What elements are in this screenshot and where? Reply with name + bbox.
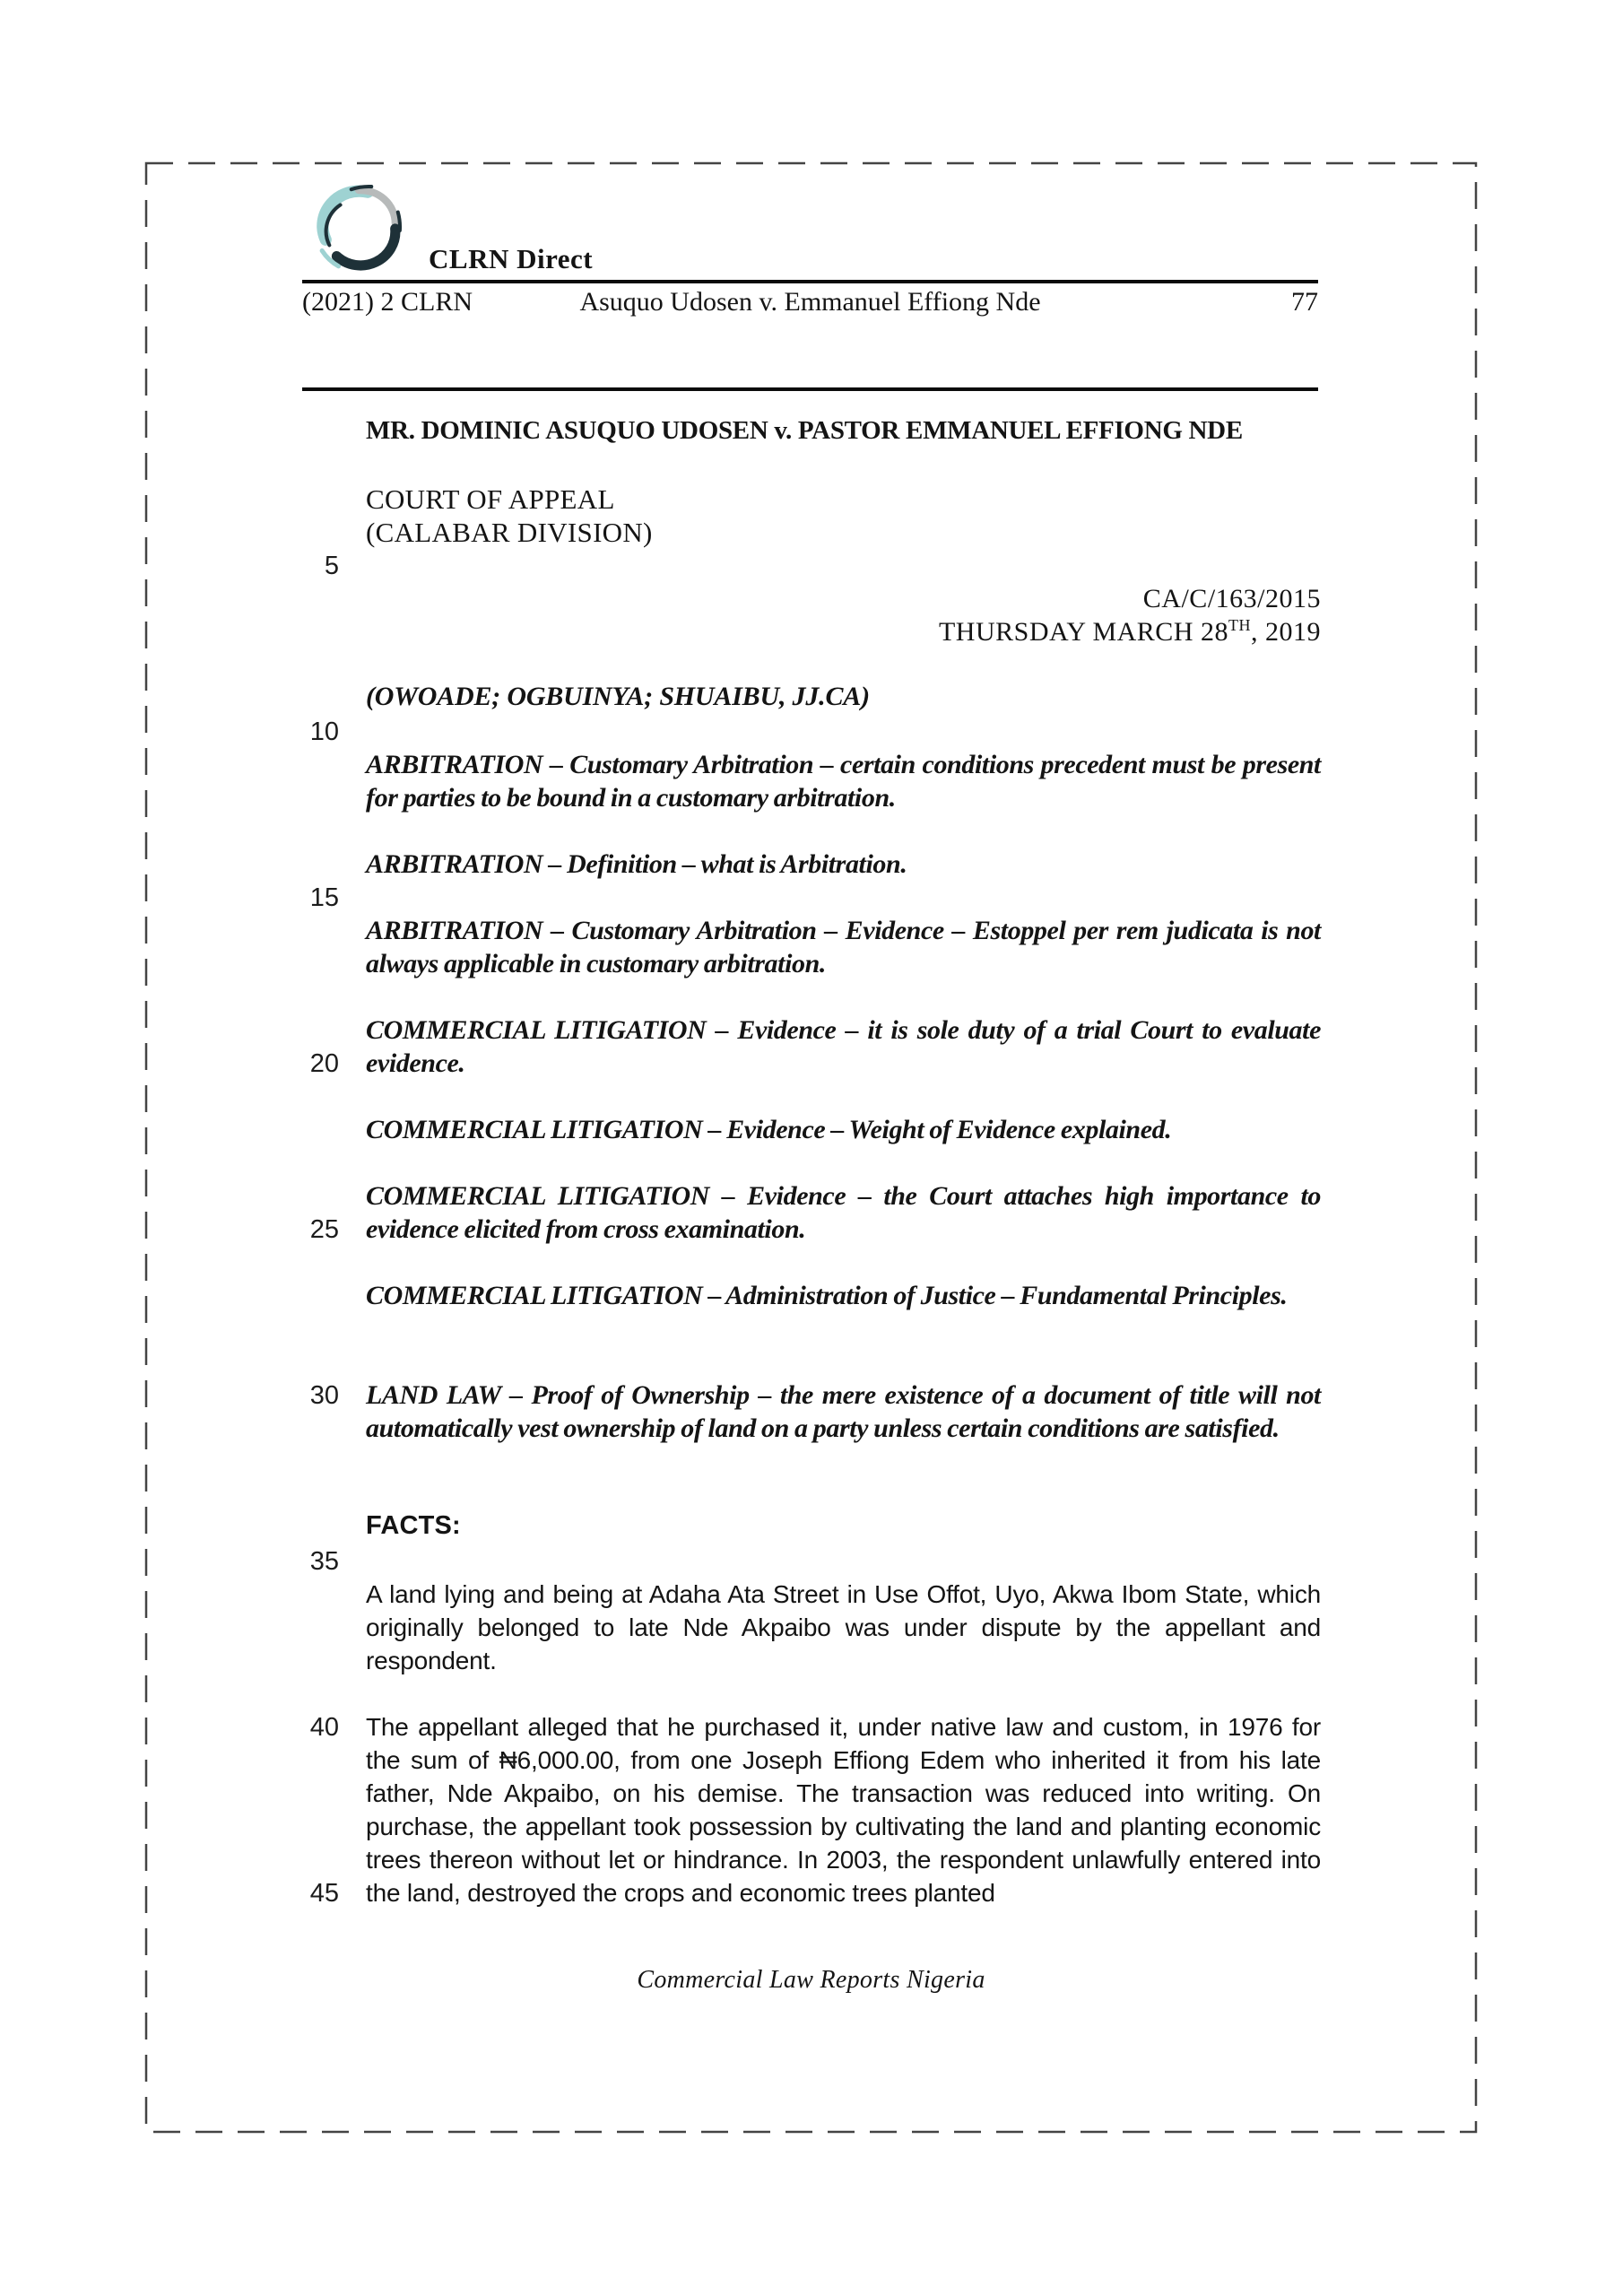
page-footer: Commercial Law Reports Nigeria xyxy=(637,1966,985,1994)
case-title: MR. DOMINIC ASUQUO UDOSEN v. PASTOR EMMANUEL EFFIONG NDE xyxy=(366,416,1243,445)
headnote: COMMERCIAL LITIGATION – Evidence – the Court attaches high importance to evidence elicited from cross examination. xyxy=(366,1181,1321,1244)
headnote: ARBITRATION – Definition – what is Arbitration. xyxy=(366,849,907,879)
judges-panel: (OWOADE; OGBUINYA; SHUAIBU, JJ.CA) xyxy=(366,682,870,711)
header-case-name: Asuquo Udosen v. Emmanuel Effiong Nde xyxy=(579,287,1041,317)
margin-line-number: 15 xyxy=(309,883,339,912)
facts-heading: FACTS: xyxy=(366,1511,461,1540)
margin-line-number: 30 xyxy=(309,1381,339,1410)
facts-paragraph: A land lying and being at Adaha Ata Street in Use Offot, Uyo, Akwa Ibom State, which originally belonged to late Nde Akpaibo was under dispute by the appellant and respondent. xyxy=(366,1580,1321,1674)
facts-paragraph: The appellant alleged that he purchased it, under native law and custom, in 1976 for the sum of ₦6,000.00, from one Joseph Effiong Edem who inherited it from his late father, Nde Akpaibo, on his demise. The transaction was reduced into writing. On purchase, the appellant took possession by cultivating the land and planting economic trees thereon without let or hindrance. In 2003, the respondent unlawfully entered into the land, destroyed the crops and economic trees planted xyxy=(366,1713,1321,1907)
headnote: LAND LAW – Proof of Ownership – the mere existence of a document of title will not automatically vest ownership of land on a party unless certain conditions are satisfied. xyxy=(366,1380,1321,1443)
case-number: CA/C/163/2015 xyxy=(1142,584,1321,613)
brand-title: CLRN Direct xyxy=(429,243,594,274)
headnote: ARBITRATION – Customary Arbitration – certain conditions precedent must be present for parties to be bound in a customary arbitration. xyxy=(366,750,1321,813)
headnote: COMMERCIAL LITIGATION – Evidence – it is sole duty of a trial Court to evaluate evidence. xyxy=(366,1015,1321,1078)
date-ordinal-superscript: TH xyxy=(1228,616,1251,634)
headnote: ARBITRATION – Customary Arbitration – Evidence – Estoppel per rem judicata is not always applicable in customary arbitration. xyxy=(366,916,1321,978)
header-page-number: 77 xyxy=(1291,287,1318,317)
margin-line-number: 20 xyxy=(309,1049,339,1078)
clrn-logo-icon xyxy=(310,183,412,274)
margin-line-number: 45 xyxy=(309,1879,339,1908)
margin-line-number: 10 xyxy=(309,718,339,746)
headnote: COMMERCIAL LITIGATION – Administration of Justice – Fundamental Principles. xyxy=(366,1281,1288,1310)
court-division: (CALABAR DIVISION) xyxy=(366,517,653,548)
title-rule xyxy=(302,387,1318,391)
header-citation: (2021) 2 CLRN xyxy=(302,287,473,317)
court-name: COURT OF APPEAL xyxy=(366,483,615,515)
margin-line-number: 25 xyxy=(309,1215,339,1244)
margin-line-number: 35 xyxy=(309,1547,339,1576)
court-block xyxy=(366,483,653,549)
margin-line-number: 5 xyxy=(324,552,339,580)
margin-line-number: 40 xyxy=(309,1713,339,1742)
headnote: COMMERCIAL LITIGATION – Evidence – Weight of Evidence explained. xyxy=(366,1115,1172,1144)
case-number-block xyxy=(366,582,1321,648)
masthead-rule xyxy=(302,280,1318,283)
judgment-date: THURSDAY MARCH 28TH, 2019 xyxy=(938,616,1321,647)
